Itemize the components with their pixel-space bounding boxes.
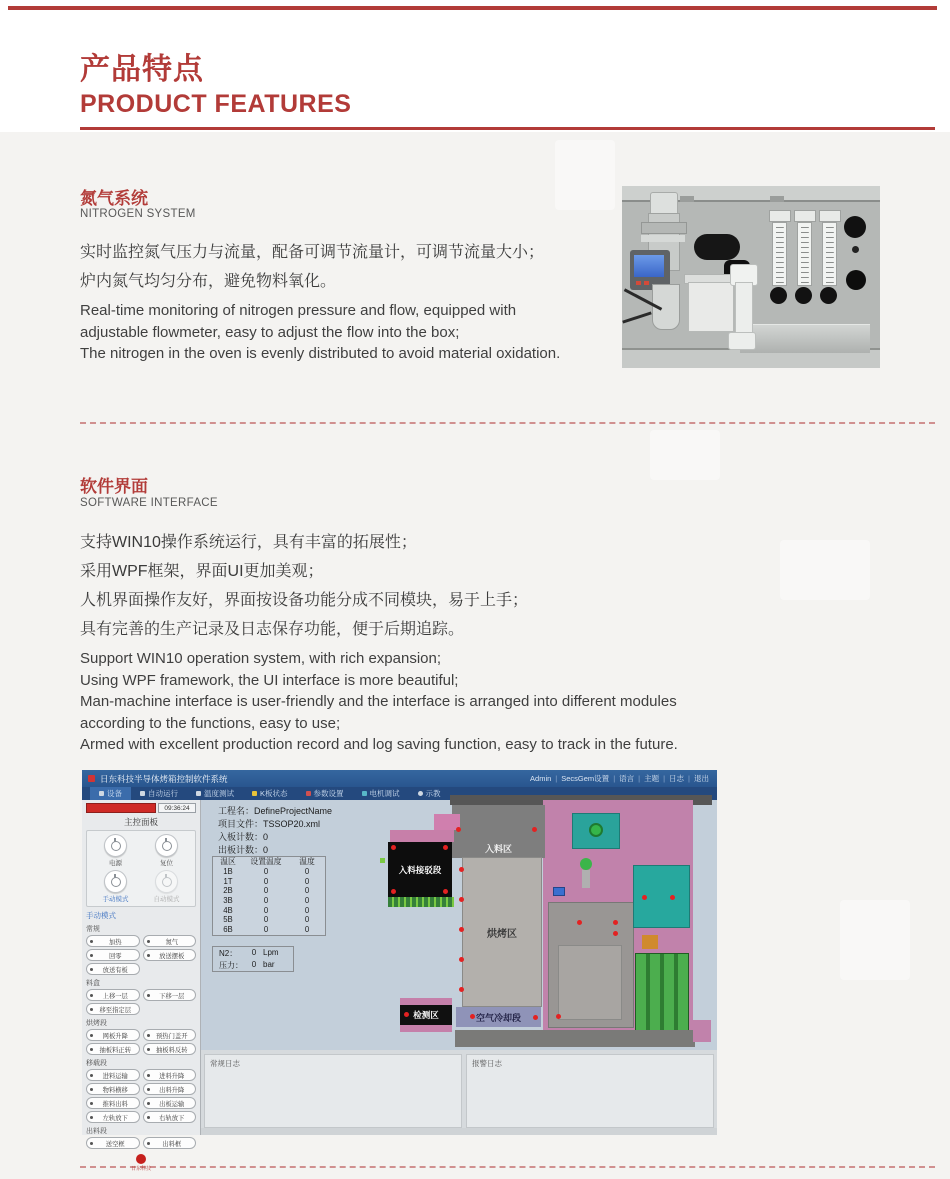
panel-button[interactable]: 右轨放下 bbox=[143, 1111, 197, 1123]
flowmeter-tube bbox=[797, 222, 812, 286]
flowmeter-label bbox=[794, 210, 816, 222]
table-row: 1T 0 0 bbox=[223, 876, 310, 886]
group-label: 料盒 bbox=[86, 980, 100, 987]
table-row: 5B 0 0 bbox=[223, 915, 310, 925]
flowmeter-valve bbox=[820, 287, 837, 304]
software-subheading: SOFTWARE INTERFACE bbox=[80, 497, 218, 509]
detect-strip bbox=[400, 998, 452, 1005]
orange-box bbox=[642, 935, 658, 949]
valve-stem bbox=[582, 870, 590, 888]
flowmeter-valve bbox=[795, 287, 812, 304]
panel-button[interactable]: 抽板料反转 bbox=[143, 1043, 197, 1055]
status-dot bbox=[577, 920, 582, 925]
section-divider bbox=[80, 1166, 935, 1168]
monitor-icon bbox=[162, 877, 172, 887]
general-log-panel bbox=[204, 1054, 462, 1128]
detect-strip bbox=[400, 1025, 452, 1032]
tab-label: 自动运行 bbox=[148, 789, 178, 798]
tab-board-status[interactable] bbox=[243, 787, 297, 800]
panel-button[interactable]: 出料升降 bbox=[143, 1083, 197, 1095]
top-accent-bar bbox=[8, 6, 937, 10]
tab-autorun[interactable] bbox=[131, 787, 187, 800]
main-buttons bbox=[86, 830, 196, 907]
status-dot bbox=[459, 897, 464, 902]
group-label: 移载段 bbox=[86, 1060, 107, 1067]
project-file: 项目文件：TSSOP20.xml bbox=[218, 819, 321, 829]
tab-parameters[interactable] bbox=[297, 787, 353, 800]
panel-button[interactable]: 送空框 bbox=[86, 1137, 140, 1149]
nitrogen-heading: 氮气系统 bbox=[80, 189, 148, 208]
software-heading: 软件界面 bbox=[80, 477, 148, 496]
status-dot bbox=[459, 957, 464, 962]
pink-bit bbox=[693, 1020, 711, 1042]
panel-button[interactable]: 物料横移 bbox=[86, 1083, 140, 1095]
reset-icon bbox=[162, 841, 172, 851]
n2-unit: Lpm bbox=[263, 947, 279, 957]
text-line: Using WPF framework, the UI interface is more beautiful; bbox=[80, 671, 459, 689]
text-line: Man-machine interface is user-friendly and the interface is arranged into different modules bbox=[80, 693, 677, 710]
status-dot bbox=[642, 895, 647, 900]
valve-icon bbox=[580, 858, 592, 870]
panel-button[interactable]: 进料升降 bbox=[143, 1069, 197, 1081]
menu-item-secsgem[interactable]: SecsGem设置 | bbox=[561, 773, 619, 784]
reset-button[interactable]: 复位 bbox=[144, 834, 189, 867]
tab-icon bbox=[140, 791, 145, 796]
tab-device[interactable] bbox=[90, 787, 131, 800]
tab-icon bbox=[196, 791, 201, 796]
dock-top-strip bbox=[390, 830, 454, 842]
panel-button[interactable]: 左轨放下 bbox=[86, 1111, 140, 1123]
text-line: Armed with excellent production record and log saving function, easy to track in the future. bbox=[80, 736, 678, 753]
panel-button[interactable]: 回零 bbox=[86, 949, 140, 961]
panel-button[interactable]: 抽板料正转 bbox=[86, 1043, 140, 1055]
panel-button[interactable]: 出料框 bbox=[143, 1137, 197, 1149]
watermark-shape bbox=[840, 900, 910, 980]
manual-mode-button[interactable]: 手动模式 bbox=[93, 870, 138, 903]
nitrogen-text-en bbox=[80, 300, 560, 365]
status-dot bbox=[670, 895, 675, 900]
status-dot bbox=[443, 845, 448, 850]
group-label: 烘烤段 bbox=[86, 1020, 107, 1027]
text-line: 采用WPF框架，界面UI更加美观； bbox=[80, 563, 324, 580]
tab-icon bbox=[418, 791, 423, 796]
status-dot bbox=[459, 927, 464, 932]
text-line: 人机界面操作友好，界面按设备功能分成不同模块，易于上手； bbox=[80, 592, 529, 609]
app-title: 日东科技半导体烤箱控制软件系统 bbox=[100, 773, 228, 784]
button-group-magazine bbox=[86, 978, 196, 1015]
logo-icon bbox=[136, 1154, 146, 1164]
app-menubar bbox=[530, 773, 709, 784]
clock-display: 09:36:24 bbox=[158, 803, 196, 813]
infeed-area: 入料区 bbox=[452, 805, 545, 858]
temperature-table bbox=[212, 856, 326, 936]
tab-motor-debug[interactable] bbox=[353, 787, 409, 800]
table-row: 1B 0 0 bbox=[223, 866, 310, 876]
tab-temp-test[interactable] bbox=[187, 787, 243, 800]
green-marker bbox=[380, 858, 385, 863]
mount-clip bbox=[770, 196, 784, 202]
infeed-dock: 入料接驳段 bbox=[388, 842, 452, 897]
cable bbox=[622, 311, 651, 323]
panel-button[interactable]: 加热 bbox=[86, 935, 140, 947]
text-line: 炉内氮气均匀分布，避免物料氧化。 bbox=[80, 273, 337, 290]
tab-icon bbox=[306, 791, 311, 796]
in-count: 入板计数：0 bbox=[218, 832, 269, 842]
flowmeter-label bbox=[819, 210, 841, 222]
air-cooling-section: 空气冷却段 bbox=[456, 1007, 541, 1027]
flowmeter-label bbox=[769, 210, 791, 222]
text-line: 支持WIN10操作系统运行，具有丰富的拓展性； bbox=[80, 534, 417, 551]
app-icon bbox=[88, 775, 95, 782]
transfer-inner bbox=[558, 945, 622, 1020]
title-underline bbox=[80, 127, 935, 130]
pressure-value: 0 bbox=[251, 959, 257, 969]
table-row: 3B 0 0 bbox=[223, 896, 310, 906]
tab-icon bbox=[252, 791, 257, 796]
tab-label: 电机调试 bbox=[369, 789, 400, 798]
flowmeter-tube bbox=[772, 222, 787, 286]
logo-text: 日东科技 bbox=[130, 1166, 151, 1172]
nitrogen-text-zh bbox=[80, 238, 544, 296]
text-line: Real-time monitoring of nitrogen pressure and flow, equipped with bbox=[80, 302, 517, 319]
small-display bbox=[553, 887, 565, 896]
mode-header: 手动模式 bbox=[86, 911, 116, 920]
status-dot bbox=[532, 827, 537, 832]
tab-label: 参数设置 bbox=[313, 789, 344, 798]
out-count: 出板计数：0 bbox=[218, 845, 269, 855]
gas-readout bbox=[212, 946, 294, 972]
panel-button[interactable]: 推料出料 bbox=[86, 1097, 140, 1109]
status-dot bbox=[556, 1014, 561, 1019]
watermark-shape bbox=[555, 140, 615, 210]
status-dot bbox=[391, 889, 396, 894]
panel-button[interactable]: 上移一层 bbox=[86, 989, 140, 1001]
display-button bbox=[644, 281, 649, 285]
table-row: 4B 0 0 bbox=[223, 905, 310, 915]
n2-value: 0 bbox=[251, 947, 257, 957]
page-title: 产品特点 bbox=[80, 53, 204, 86]
status-dot bbox=[613, 920, 618, 925]
button-group-general bbox=[86, 924, 196, 975]
section-divider bbox=[80, 422, 935, 424]
tab-label: 设备 bbox=[107, 789, 122, 798]
text-line: 实时监控氮气压力与流量，配备可调节流量计，可调节流量大小； bbox=[80, 244, 545, 261]
panel-button[interactable]: 网板升降 bbox=[86, 1029, 140, 1041]
alarm-log-label: 报警日志 bbox=[472, 1059, 502, 1068]
panel-button[interactable]: 预热门盖开 bbox=[143, 1029, 197, 1041]
menu-item-log[interactable]: 日志 | bbox=[669, 773, 694, 784]
flowmeter-tube bbox=[822, 222, 837, 286]
display-screen bbox=[634, 255, 664, 277]
company-logo bbox=[86, 1154, 196, 1172]
menu-item-language[interactable]: 语言 | bbox=[619, 773, 644, 784]
text-line: 具有完善的生产记录及日志保存功能，便于后期追踪。 bbox=[80, 621, 465, 638]
bottom-tray bbox=[740, 324, 870, 353]
status-dot bbox=[470, 1014, 475, 1019]
nitrogen-equipment-photo bbox=[622, 186, 880, 368]
text-line: The nitrogen in the oven is evenly distributed to avoid material oxidation. bbox=[80, 345, 561, 362]
pressure-label: 压力： bbox=[219, 960, 243, 970]
knob bbox=[844, 216, 866, 238]
dock-bottom-strip bbox=[388, 897, 454, 907]
tab-icon bbox=[99, 791, 104, 796]
project-name: 工程名：DefineProjectName bbox=[218, 806, 333, 816]
status-dot bbox=[404, 1012, 409, 1017]
panel-button[interactable]: 进料运输 bbox=[86, 1069, 140, 1081]
menu-item-theme[interactable]: 主题 | bbox=[644, 773, 669, 784]
tab-label: K板状态 bbox=[260, 789, 288, 798]
software-text-en bbox=[80, 648, 678, 756]
text-line: adjustable flowmeter, easy to adjust the flow into the box; bbox=[80, 323, 460, 341]
col-header: 温度 bbox=[299, 857, 315, 867]
control-panel bbox=[82, 800, 201, 1172]
general-log-label: 常规日志 bbox=[210, 1059, 240, 1068]
pipe-elbow bbox=[728, 332, 756, 350]
watermark-shape bbox=[650, 430, 720, 480]
panel-button[interactable]: 放送有板 bbox=[86, 963, 140, 975]
power-button[interactable]: 电源 bbox=[93, 834, 138, 867]
panel-button[interactable]: 放送摆板 bbox=[143, 949, 197, 961]
status-dot bbox=[391, 845, 396, 850]
diagram-bottom-frame bbox=[455, 1030, 695, 1047]
oval-cutout bbox=[694, 234, 740, 260]
knob bbox=[846, 270, 866, 290]
group-label: 出料段 bbox=[86, 1128, 107, 1135]
panel-button[interactable]: 出板运输 bbox=[143, 1097, 197, 1109]
status-dot bbox=[533, 1015, 538, 1020]
group-label: 常规 bbox=[86, 926, 100, 933]
text-line: Support WIN10 operation system, with rich expansion; bbox=[80, 650, 442, 667]
power-icon bbox=[111, 841, 121, 851]
tab-teach[interactable] bbox=[409, 787, 450, 800]
display-button bbox=[636, 281, 641, 285]
alarm-log-panel bbox=[466, 1054, 714, 1128]
menu-item-exit[interactable]: 退出 bbox=[694, 774, 709, 783]
col-header: 温区 bbox=[220, 857, 236, 867]
status-dot bbox=[459, 987, 464, 992]
progress-bar bbox=[86, 803, 156, 813]
detect-area: 检测区 bbox=[400, 1005, 452, 1025]
app-titlebar bbox=[82, 770, 717, 787]
tab-label: 温度测试 bbox=[204, 789, 234, 798]
nitrogen-subheading: NITROGEN SYSTEM bbox=[80, 208, 196, 220]
button-group-bake bbox=[86, 1018, 196, 1055]
table-row: 6B 0 0 bbox=[223, 925, 310, 935]
regulator-ring bbox=[641, 222, 687, 234]
pressure-unit: bar bbox=[263, 959, 275, 969]
menu-item-admin[interactable]: Admin | bbox=[530, 774, 561, 783]
software-screenshot bbox=[82, 770, 717, 1172]
regulator-ring bbox=[641, 235, 685, 242]
fan-icon bbox=[589, 823, 603, 837]
knob-small bbox=[852, 246, 859, 253]
panel-button[interactable]: 下移一层 bbox=[143, 989, 197, 1001]
col-header: 设置温度 bbox=[250, 857, 282, 867]
panel-button[interactable]: 氮气 bbox=[143, 935, 197, 947]
panel-title: 主控面板 bbox=[123, 817, 158, 827]
text-line: according to the functions, easy to use; bbox=[80, 714, 341, 732]
status-dot bbox=[443, 889, 448, 894]
tab-icon bbox=[362, 791, 367, 796]
software-text-zh bbox=[80, 528, 528, 644]
status-dot bbox=[613, 931, 618, 936]
button-group-transfer bbox=[86, 1058, 196, 1123]
bake-area: 烘烤区 bbox=[462, 857, 542, 1007]
mount-clip bbox=[680, 196, 694, 202]
table-row: 2B 0 0 bbox=[223, 886, 310, 896]
panel-button[interactable]: 移至指定层 bbox=[86, 1003, 140, 1015]
status-dot bbox=[456, 827, 461, 832]
auto-mode-button[interactable]: 自动模式 bbox=[144, 870, 189, 903]
status-dot bbox=[459, 867, 464, 872]
white-box bbox=[688, 282, 734, 332]
pipe-tube bbox=[735, 282, 753, 338]
page-subtitle: PRODUCT FEATURES bbox=[80, 90, 352, 118]
button-group-outfeed bbox=[86, 1126, 196, 1149]
n2-label: N2： bbox=[219, 948, 238, 958]
tab-label: 示教 bbox=[425, 789, 441, 798]
watermark-shape bbox=[780, 540, 870, 600]
flowmeter-valve bbox=[770, 287, 787, 304]
hand-icon bbox=[111, 877, 121, 887]
